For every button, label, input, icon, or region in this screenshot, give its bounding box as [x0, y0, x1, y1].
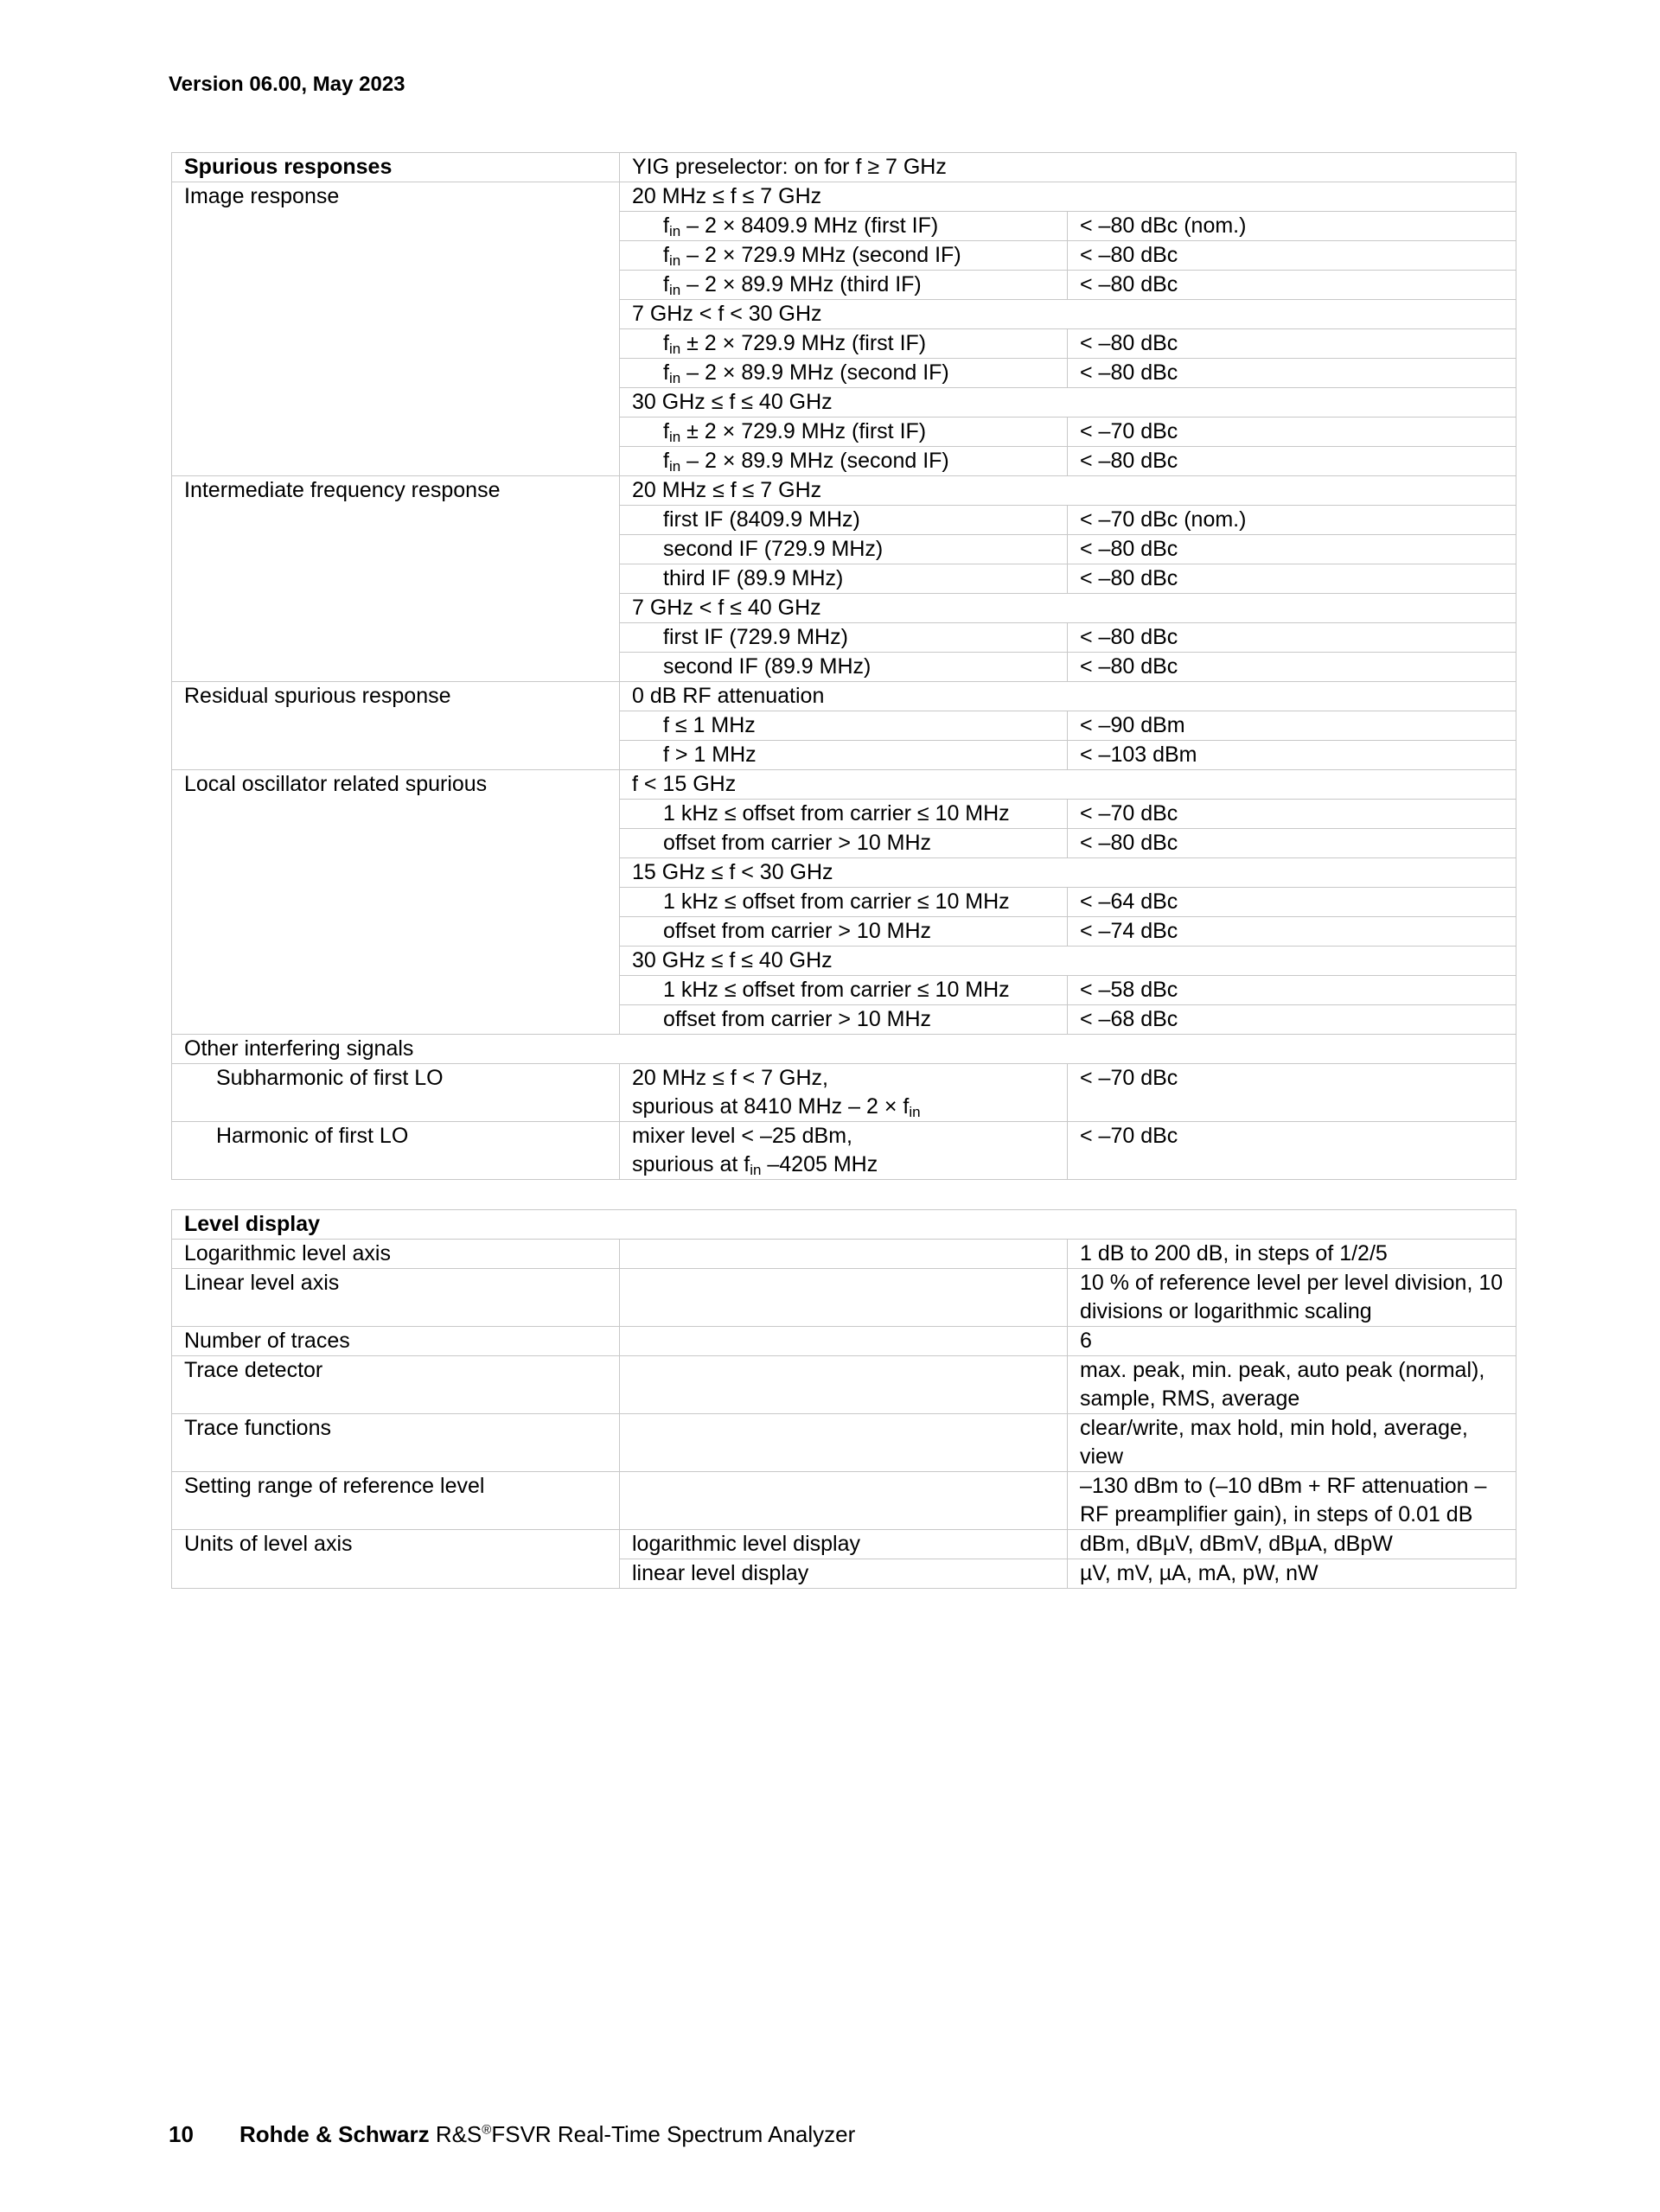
parameter: $f_{in} - 2 \times 729.9$ MHz (second IF)	[620, 241, 1068, 271]
version-header: Version 06.00, May 2023	[169, 73, 405, 96]
parameter: offset from carrier > 10 MHz	[620, 1005, 1068, 1035]
value: < –80 dBc (nom.)	[1068, 212, 1516, 241]
value: < –70 dBc	[1068, 1064, 1516, 1122]
condition	[620, 1414, 1068, 1472]
parameter: $f_{in} - 2 \times 89.9$ MHz (second IF)	[620, 447, 1068, 476]
parameter: second IF (89.9 MHz)	[620, 653, 1068, 682]
parameter: 1 kHz ≤ offset from carrier ≤ 10 MHz	[620, 888, 1068, 917]
value: < –80 dBc	[1068, 359, 1516, 388]
parameter: second IF (729.9 MHz)	[620, 535, 1068, 564]
row-label: Setting range of reference level	[172, 1472, 620, 1530]
row-label: Local oscillator related spurious	[172, 770, 620, 1035]
condition: 20 MHz ≤ f ≤ 7 GHz	[620, 182, 1516, 212]
product-prefix: R&S	[429, 2121, 482, 2147]
table-row	[172, 1210, 1516, 1240]
table-row	[172, 153, 1516, 182]
parameter: $f_{in} - 2 \times 89.9$ MHz (second IF)	[620, 359, 1068, 388]
parameter: $f_{in} - 2 \times 89.9$ MHz (third IF)	[620, 271, 1068, 300]
row-label: Other interfering signals	[172, 1035, 1516, 1064]
condition	[620, 1472, 1068, 1530]
value: < –90 dBm	[1068, 711, 1516, 741]
value: < –68 dBc	[1068, 1005, 1516, 1035]
parameter: $f_{in} \pm 2 \times 729.9$ MHz (first IF)	[620, 329, 1068, 359]
value: < –80 dBc	[1068, 623, 1516, 653]
value: max. peak, min. peak, auto peak (normal), sample, RMS, average	[1068, 1356, 1516, 1414]
value: –130 dBm to (–10 dBm + RF attenuation – RF preamplifier gain), in steps of 0.01 dB	[1068, 1472, 1516, 1530]
condition	[620, 1269, 1068, 1327]
parameter: $f_{in} \pm 2 \times 729.9$ MHz (first IF)	[620, 418, 1068, 447]
parameter: third IF (89.9 MHz)	[620, 564, 1068, 594]
section-title: Level display	[172, 1210, 1516, 1240]
table-row	[172, 682, 1516, 711]
value: < –80 dBc	[1068, 564, 1516, 594]
page-number: 10	[169, 2121, 194, 2147]
condition: linear level display	[620, 1559, 1068, 1589]
condition	[620, 1327, 1068, 1356]
row-label: Linear level axis	[172, 1269, 620, 1327]
condition: 30 GHz ≤ f ≤ 40 GHz	[620, 388, 1516, 418]
table-row	[172, 1035, 1516, 1064]
table-row	[172, 1240, 1516, 1269]
value: < –70 dBc	[1068, 418, 1516, 447]
value: < –70 dBc	[1068, 1122, 1516, 1180]
condition: 20 MHz ≤ f < 7 GHz, spurious at 8410 MHz – $2 \times f_{in}$	[620, 1064, 1068, 1122]
row-label: Logarithmic level axis	[172, 1240, 620, 1269]
row-label: Trace detector	[172, 1356, 620, 1414]
parameter: $f_{in} - 2 \times 8409.9$ MHz (first IF)	[620, 212, 1068, 241]
section-title: Spurious responses	[172, 153, 620, 182]
value: < –70 dBc (nom.)	[1068, 506, 1516, 535]
brand-name: Rohde & Schwarz	[239, 2121, 430, 2147]
row-label: Harmonic of first LO	[172, 1122, 620, 1180]
value: < –80 dBc	[1068, 329, 1516, 359]
condition: 7 GHz < f < 30 GHz	[620, 300, 1516, 329]
row-label: Residual spurious response	[172, 682, 620, 770]
table-row	[172, 1472, 1516, 1530]
value: < –64 dBc	[1068, 888, 1516, 917]
table-row	[172, 1064, 1516, 1122]
product-name: FSVR Real-Time Spectrum Analyzer	[491, 2121, 856, 2147]
table-row	[172, 1356, 1516, 1414]
value: < –80 dBc	[1068, 829, 1516, 858]
value: < –80 dBc	[1068, 535, 1516, 564]
value: 1 dB to 200 dB, in steps of 1/2/5	[1068, 1240, 1516, 1269]
table-row	[172, 182, 1516, 212]
level-display-table	[171, 1209, 1516, 1589]
condition: f < 15 GHz	[620, 770, 1516, 800]
parameter: f ≤ 1 MHz	[620, 711, 1068, 741]
parameter: 1 kHz ≤ offset from carrier ≤ 10 MHz	[620, 976, 1068, 1005]
condition: 7 GHz < f ≤ 40 GHz	[620, 594, 1516, 623]
parameter: first IF (729.9 MHz)	[620, 623, 1068, 653]
value: < –103 dBm	[1068, 741, 1516, 770]
condition: 15 GHz ≤ f < 30 GHz	[620, 858, 1516, 888]
value: < –58 dBc	[1068, 976, 1516, 1005]
section-subtitle: YIG preselector: on for f ≥ 7 GHz	[620, 153, 1516, 182]
value: < –80 dBc	[1068, 271, 1516, 300]
spurious-responses-table	[171, 152, 1516, 1180]
table-row	[172, 1414, 1516, 1472]
parameter: offset from carrier > 10 MHz	[620, 917, 1068, 947]
parameter: first IF (8409.9 MHz)	[620, 506, 1068, 535]
parameter: 1 kHz ≤ offset from carrier ≤ 10 MHz	[620, 800, 1068, 829]
condition: logarithmic level display	[620, 1530, 1068, 1559]
table-row	[172, 1530, 1516, 1559]
table-row	[172, 1327, 1516, 1356]
condition: 20 MHz ≤ f ≤ 7 GHz	[620, 476, 1516, 506]
table-row	[172, 1269, 1516, 1327]
condition: 0 dB RF attenuation	[620, 682, 1516, 711]
table-row	[172, 770, 1516, 800]
value: < –80 dBc	[1068, 241, 1516, 271]
row-label: Units of level axis	[172, 1530, 620, 1589]
row-label: Number of traces	[172, 1327, 620, 1356]
value: clear/write, max hold, min hold, average, view	[1068, 1414, 1516, 1472]
registered-mark: ®	[482, 2122, 492, 2138]
value: dBm, dBµV, dBmV, dBµA, dBpW	[1068, 1530, 1516, 1559]
condition: 30 GHz ≤ f ≤ 40 GHz	[620, 947, 1516, 976]
page-footer	[169, 2121, 855, 2148]
value: < –80 dBc	[1068, 653, 1516, 682]
condition	[620, 1240, 1068, 1269]
value: 10 % of reference level per level division, 10 divisions or logarithmic scaling	[1068, 1269, 1516, 1327]
row-label: Subharmonic of first LO	[172, 1064, 620, 1122]
value: < –74 dBc	[1068, 917, 1516, 947]
table-row	[172, 476, 1516, 506]
table-row	[172, 1122, 1516, 1180]
value: µV, mV, µA, mA, pW, nW	[1068, 1559, 1516, 1589]
value: 6	[1068, 1327, 1516, 1356]
row-label: Trace functions	[172, 1414, 620, 1472]
row-label: Intermediate frequency response	[172, 476, 620, 682]
value: < –70 dBc	[1068, 800, 1516, 829]
parameter: f > 1 MHz	[620, 741, 1068, 770]
row-label: Image response	[172, 182, 620, 476]
condition	[620, 1356, 1068, 1414]
parameter: offset from carrier > 10 MHz	[620, 829, 1068, 858]
value: < –80 dBc	[1068, 447, 1516, 476]
condition: mixer level < –25 dBm, spurious at $f_{in}$ –4205 MHz	[620, 1122, 1068, 1180]
